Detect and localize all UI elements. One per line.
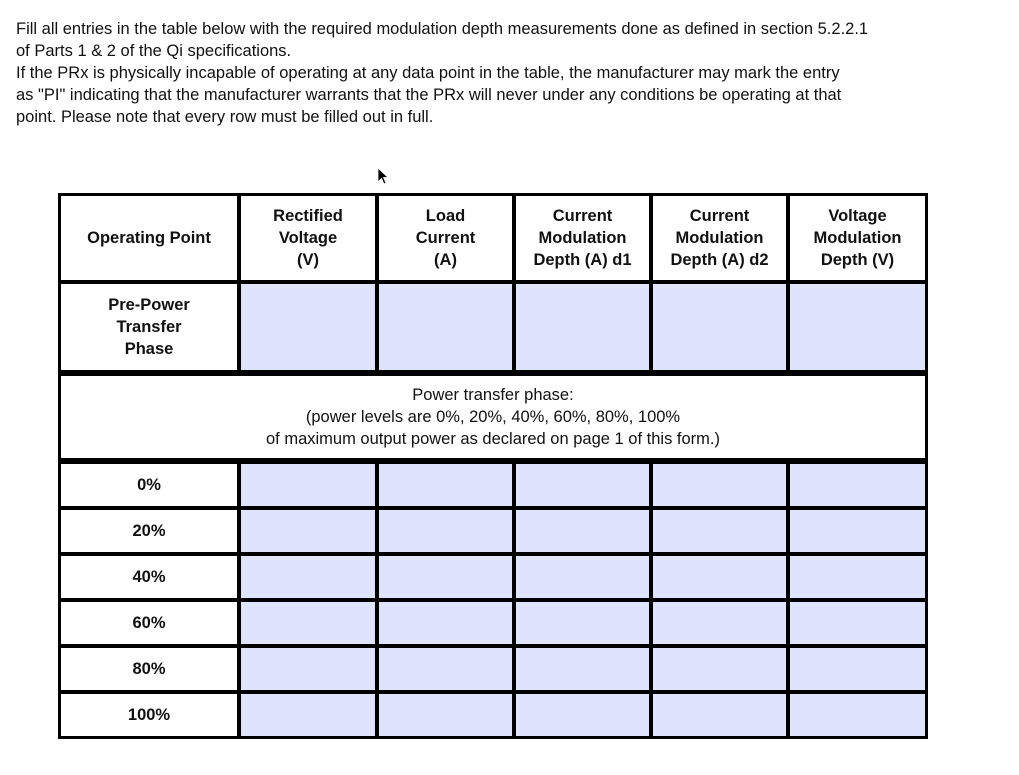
instructions-text	[16, 18, 1011, 128]
input-cell-60-current-mod-d2[interactable]	[653, 602, 790, 648]
input-cell-0-rectified-voltage[interactable]	[241, 464, 379, 510]
instructions-line-4: as "PI" indicating that the manufacturer warrants that the PRx will never under any conditions be operating at that	[16, 86, 842, 104]
header-line: Voltage	[828, 207, 887, 225]
input-cell-0-load-current[interactable]	[379, 464, 516, 510]
header-line: Depth (A) d1	[533, 251, 632, 269]
input-cell-100-current-mod-d2[interactable]	[653, 694, 790, 736]
modulation-depth-table	[58, 193, 928, 739]
row-label-line: Phase	[124, 340, 174, 358]
header-operating-point	[61, 196, 241, 284]
instructions-line-3: If the PRx is physically incapable of operating at any data point in the table, the manufacturer may mark the entry	[16, 64, 840, 82]
row-label-20-percent: 20%	[61, 510, 241, 556]
input-cell-20-rectified-voltage[interactable]	[241, 510, 379, 556]
header-current-modulation-d2	[653, 196, 790, 284]
input-cell-80-current-mod-d2[interactable]	[653, 648, 790, 694]
phase-note-line: of maximum output power as declared on page 1 of this form.)	[266, 430, 720, 448]
row-label-pre-power-transfer	[61, 284, 241, 376]
input-cell-80-voltage-mod[interactable]	[790, 648, 925, 694]
input-cell-20-voltage-mod[interactable]	[790, 510, 925, 556]
header-line: Modulation	[538, 229, 627, 247]
instructions-line-2: of Parts 1 & 2 of the Qi specifications.	[16, 42, 292, 60]
input-cell-pre-load-current[interactable]	[379, 284, 516, 376]
row-label-60-percent: 60%	[61, 602, 241, 648]
input-cell-80-current-mod-d1[interactable]	[516, 648, 653, 694]
header-line: Voltage	[278, 229, 338, 247]
header-line: Rectified	[273, 207, 343, 225]
input-cell-100-current-mod-d1[interactable]	[516, 694, 653, 736]
header-rectified-voltage	[241, 196, 379, 284]
input-cell-40-rectified-voltage[interactable]	[241, 556, 379, 602]
header-current-modulation-d1	[516, 196, 653, 284]
header-line: Depth (A) d2	[670, 251, 769, 269]
header-load-current	[379, 196, 516, 284]
input-cell-pre-voltage-mod[interactable]	[790, 284, 925, 376]
input-cell-20-current-mod-d1[interactable]	[516, 510, 653, 556]
input-cell-20-current-mod-d2[interactable]	[653, 510, 790, 556]
instructions-line-5: point. Please note that every row must be filled out in full.	[16, 108, 434, 126]
row-label-80-percent: 80%	[61, 648, 241, 694]
header-line: Modulation	[675, 229, 764, 247]
input-cell-40-load-current[interactable]	[379, 556, 516, 602]
input-cell-pre-current-mod-d1[interactable]	[516, 284, 653, 376]
input-cell-60-current-mod-d1[interactable]	[516, 602, 653, 648]
header-line: Current	[689, 207, 750, 225]
input-cell-100-rectified-voltage[interactable]	[241, 694, 379, 736]
input-cell-40-voltage-mod[interactable]	[790, 556, 925, 602]
row-label-line: Pre-Power	[108, 296, 190, 314]
mouse-pointer-icon	[377, 167, 389, 185]
header-voltage-modulation	[790, 196, 925, 284]
row-label-line: Transfer	[116, 318, 182, 336]
input-cell-40-current-mod-d2[interactable]	[653, 556, 790, 602]
header-line: Modulation	[813, 229, 902, 247]
input-cell-60-voltage-mod[interactable]	[790, 602, 925, 648]
instructions-line-1: Fill all entries in the table below with the required modulation depth measurements done as defined in section 5.2.2.1	[16, 20, 869, 38]
header-operating-point-label: Operating Point	[87, 229, 211, 247]
input-cell-60-load-current[interactable]	[379, 602, 516, 648]
input-cell-100-voltage-mod[interactable]	[790, 694, 925, 736]
power-transfer-phase-note	[61, 376, 925, 464]
input-cell-20-load-current[interactable]	[379, 510, 516, 556]
input-cell-pre-current-mod-d2[interactable]	[653, 284, 790, 376]
input-cell-40-current-mod-d1[interactable]	[516, 556, 653, 602]
row-label-100-percent: 100%	[61, 694, 241, 736]
input-cell-60-rectified-voltage[interactable]	[241, 602, 379, 648]
input-cell-80-rectified-voltage[interactable]	[241, 648, 379, 694]
input-cell-0-current-mod-d1[interactable]	[516, 464, 653, 510]
header-line: Depth (V)	[820, 251, 895, 269]
input-cell-0-voltage-mod[interactable]	[790, 464, 925, 510]
header-line: (V)	[297, 251, 319, 269]
input-cell-100-load-current[interactable]	[379, 694, 516, 736]
row-label-0-percent: 0%	[61, 464, 241, 510]
phase-note-line: Power transfer phase:	[412, 386, 574, 404]
header-line: Load	[425, 207, 466, 225]
input-cell-80-load-current[interactable]	[379, 648, 516, 694]
header-line: (A)	[434, 251, 457, 269]
row-label-40-percent: 40%	[61, 556, 241, 602]
phase-note-line: (power levels are 0%, 20%, 40%, 60%, 80%, 100%	[305, 408, 681, 426]
input-cell-pre-rectified-voltage[interactable]	[241, 284, 379, 376]
header-line: Current	[552, 207, 613, 225]
header-line: Current	[415, 229, 476, 247]
input-cell-0-current-mod-d2[interactable]	[653, 464, 790, 510]
